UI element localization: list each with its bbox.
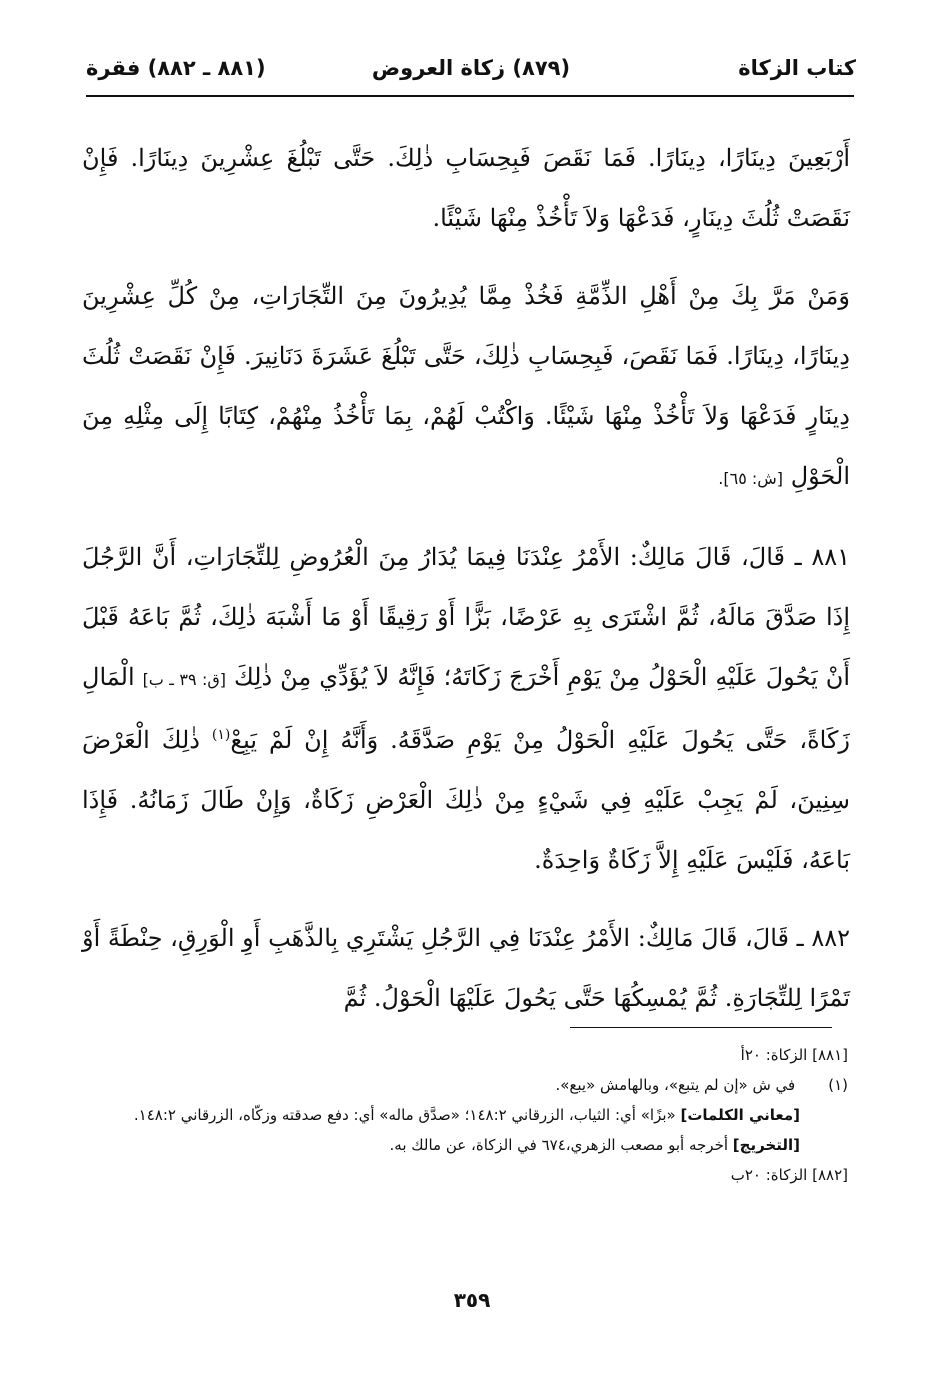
chapter-title: (٨٧٩) زكاة العروض (371, 56, 571, 80)
page-number: ٣٥٩ (453, 1288, 491, 1312)
word-meanings-text: «بزًا» أي: الثياب، الزرقاني ١٤٨:٢؛ «صدَّق ماله» أي: دفع صدقته وزكّاه، الزرقاني ١٤٨:٢. (133, 1106, 676, 1124)
paragraph-text: ذٰلِكَ الْعَرْضَ سِنِينَ، لَمْ يَجِبْ عَلَيْهِ فِي شَيْءٍ مِنْ ذٰلِكَ الْعَرْضِ زَكَاةٌ، وَإِنْ طَالَ زَمَانُهُ. فَإِذَا بَاعَهُ، فَلَيْسَ عَلَيْهِ إِلاَّ زَكَاةٌ وَاحِدَةٌ. (82, 726, 850, 874)
paragraph (82, 128, 850, 248)
paragraph-text: ٨٨١ ـ قَالَ، قَالَ مَالِكٌ: الأَمْرُ عِنْدَنَا فِيمَا يُدَارُ مِنَ الْعُرُوضِ لِلتِّجَارَاتِ، أَنَّ الرَّجُلَ إِذَا صَدَّقَ مَالَهُ، ثُمَّ اشْتَرَى بِهِ عَرْضًا، بَزًّا أَوْ رَقِيقًا أَوْ مَا أَشْبَهَ ذٰلِكَ، ثُمَّ بَاعَهُ قَبْلَ أَنْ يَحُولَ عَلَيْهِ الْحَوْلُ مِنْ يَوْمِ أَخْرَجَ زَكَاتَهُ؛ فَإِنَّهُ لاَ يُؤَدِّي مِنْ ذٰلِكَ (82, 543, 850, 691)
footnote-ref-881: [٨٨١] الزكاة: ٢٠أ (740, 1046, 848, 1064)
footnotes (78, 1040, 848, 1190)
paragraph (82, 266, 850, 509)
footnote-1 (78, 1070, 848, 1100)
takhrij (78, 1130, 848, 1160)
paragraph-text: أَرْبَعِينَ دِينَارًا، دِينَارًا. فَمَا نَقَصَ فَبِحِسَابِ ذٰلِكَ. حَتَّى تَبْلُغَ عِشْرِينَ دِينَارًا. فَإِنْ نَقَصَتْ ثُلُثَ دِينَارٍ، فَدَعْهَا وَلاَ تَأْخُذْ مِنْهَا شَيْئًا. (82, 144, 850, 232)
header-rule (86, 95, 854, 97)
paragraph-881 (82, 527, 850, 890)
paragraph-882 (82, 908, 850, 1028)
footnote-number: (١) (828, 1076, 848, 1094)
takhrij-label: [التخريج] (732, 1136, 800, 1154)
book-title: كتاب الزكاة (738, 56, 856, 80)
manuscript-reference: [ق: ٣٩ ـ ب] (142, 670, 226, 689)
footnote-rule (570, 1027, 832, 1028)
footnote-ref-882: [٨٨٢] الزكاة: ٢٠ب (730, 1166, 848, 1184)
paragraph-text: ٨٨٢ ـ قَالَ، قَالَ مَالِكٌ: الأَمْرُ عِنْدَنَا فِي الرَّجُلِ يَشْتَرِي بِالذَّهَبِ أَوِ الْوَرِقِ، حِنْطَةً أَوْ تَمْرًا لِلتِّجَارَةِ. ثُمَّ يُمْسِكُهَا حَتَّى يَحُولَ عَلَيْهَا الْحَوْلُ. ثُمَّ (82, 924, 850, 1012)
takhrij-text: أخرجه أبو مصعب الزهري،٦٧٤ في الزكاة، عن مالك به. (389, 1136, 729, 1154)
running-header (86, 50, 856, 90)
manuscript-reference: [ش: ٦٥]. (718, 469, 784, 488)
word-meanings (78, 1100, 848, 1130)
paragraph-text: وَمَنْ مَرَّ بِكَ مِنْ أَهْلِ الذِّمَّةِ فَخُذْ مِمَّا يُدِيرُونَ مِنَ التِّجَارَاتِ، مِنْ كُلِّ عِشْرِينَ دِينَارًا، دِينَارًا. فَمَا نَقَصَ، فَبِحِسَابِ ذٰلِكَ، حَتَّى تَبْلُغَ عَشَرَةَ دَنَانِيرَ. فَإِنْ نَقَصَتْ ثُلُثَ دِينَارٍ فَدَعْهَا وَلاَ تَأْخُذْ مِنْهَا شَيْئًا. وَاكْتُبْ لَهُمْ، بِمَا تَأْخُذُ مِنْهُمْ، كِتَابًا إِلَى مِثْلِهِ مِنَ الْحَوْلِ (82, 282, 850, 490)
paragraph-text: الْمَالِ زَكَاةً، حَتَّى يَحُولَ عَلَيْهِ الْحَوْلُ مِنْ يَوْمِ صَدَّقَهُ. وَأَنَّهُ إِنْ لَمْ يَبِعْ (82, 663, 850, 754)
main-text (82, 128, 850, 1028)
word-meanings-label: [معاني الكلمات] (680, 1106, 800, 1124)
footnote-text: في ش «إن لم يتبع»، وبالهامش «يبع». (555, 1076, 796, 1094)
footnote-marker: (١) (211, 727, 231, 743)
paragraph-range: (٨٨١ ـ ٨٨٢) فقرة (86, 56, 266, 80)
